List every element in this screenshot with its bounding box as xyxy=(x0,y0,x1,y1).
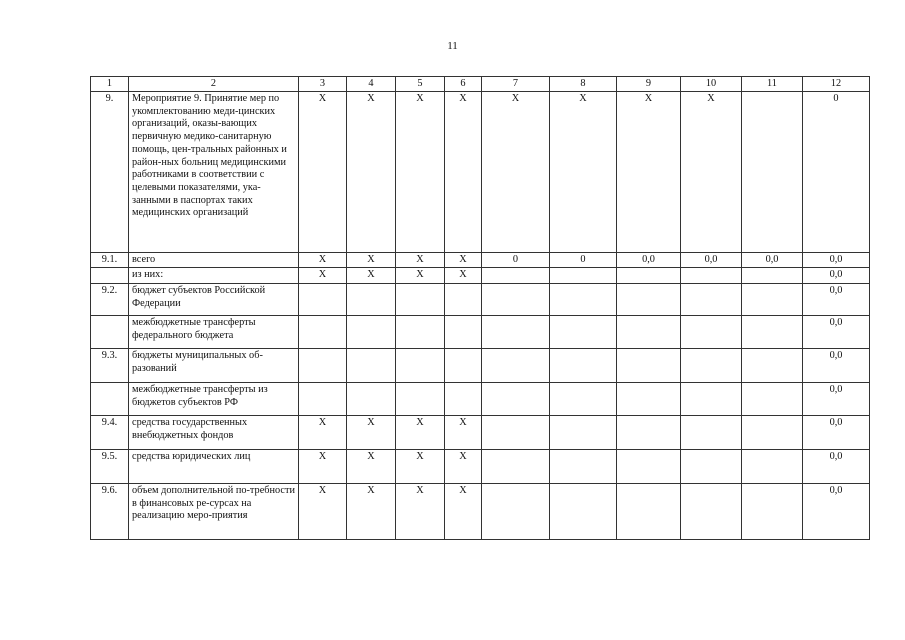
value-cell xyxy=(742,484,803,540)
value-cell: X xyxy=(347,416,396,450)
header-cell: 7 xyxy=(482,77,550,92)
value-cell xyxy=(482,484,550,540)
value-cell xyxy=(347,383,396,416)
row-name: из них: xyxy=(129,268,299,284)
value-cell xyxy=(482,349,550,383)
value-cell: X xyxy=(396,92,445,253)
value-cell xyxy=(742,284,803,316)
value-cell xyxy=(617,284,681,316)
value-cell xyxy=(550,284,617,316)
row-number: 9. xyxy=(91,92,129,253)
value-cell: X xyxy=(396,253,445,268)
value-cell xyxy=(617,484,681,540)
value-cell xyxy=(445,316,482,349)
value-cell: 0,0 xyxy=(803,383,870,416)
header-cell: 2 xyxy=(129,77,299,92)
table-row xyxy=(91,316,870,349)
value-cell xyxy=(550,484,617,540)
value-cell: X xyxy=(299,450,347,484)
value-cell xyxy=(482,284,550,316)
row-number: 9.3. xyxy=(91,349,129,383)
value-cell: X xyxy=(445,484,482,540)
header-cell: 4 xyxy=(347,77,396,92)
header-cell: 8 xyxy=(550,77,617,92)
value-cell xyxy=(617,349,681,383)
value-cell xyxy=(681,450,742,484)
value-cell xyxy=(396,349,445,383)
header-cell: 3 xyxy=(299,77,347,92)
value-cell xyxy=(482,268,550,284)
header-row xyxy=(91,77,870,92)
header-cell: 1 xyxy=(91,77,129,92)
value-cell: 0 xyxy=(482,253,550,268)
value-cell: X xyxy=(347,253,396,268)
value-cell: X xyxy=(445,268,482,284)
value-cell: 0,0 xyxy=(803,284,870,316)
value-cell xyxy=(742,450,803,484)
value-cell xyxy=(347,284,396,316)
value-cell xyxy=(681,268,742,284)
row-name: межбюджетные трансферты федерального бюджета xyxy=(129,316,299,349)
value-cell: X xyxy=(396,484,445,540)
value-cell: 0,0 xyxy=(617,253,681,268)
table-row xyxy=(91,450,870,484)
value-cell: X xyxy=(299,253,347,268)
value-cell: X xyxy=(482,92,550,253)
value-cell xyxy=(299,383,347,416)
row-name: Мероприятие 9. Принятие мер по укомплектованию меди-цинских организаций, оказы-вающих первичную медико-санитарную помощь, цен-тральных районных и район-ных больниц медицинскими работниками в соответствии с целевыми показателями, ука-занными в паспортах таких медицинских организаций xyxy=(129,92,299,253)
row-name: средства государственных внебюджетных фондов xyxy=(129,416,299,450)
value-cell xyxy=(550,416,617,450)
row-number xyxy=(91,268,129,284)
row-name: бюджеты муниципальных об-разований xyxy=(129,349,299,383)
value-cell xyxy=(299,349,347,383)
row-name: объем дополнительной по-требности в финансовых ре-сурсах на реализацию меро-приятия xyxy=(129,484,299,540)
value-cell: X xyxy=(396,268,445,284)
value-cell xyxy=(742,268,803,284)
value-cell: 0,0 xyxy=(803,316,870,349)
value-cell xyxy=(445,349,482,383)
value-cell xyxy=(742,349,803,383)
table-row xyxy=(91,253,870,268)
value-cell: 0,0 xyxy=(742,253,803,268)
table-row xyxy=(91,284,870,316)
value-cell xyxy=(681,416,742,450)
value-cell: X xyxy=(299,416,347,450)
value-cell xyxy=(550,450,617,484)
value-cell: 0 xyxy=(550,253,617,268)
value-cell xyxy=(482,383,550,416)
value-cell xyxy=(681,316,742,349)
value-cell xyxy=(550,316,617,349)
value-cell: X xyxy=(299,484,347,540)
value-cell xyxy=(550,268,617,284)
row-number: 9.4. xyxy=(91,416,129,450)
value-cell xyxy=(347,349,396,383)
value-cell: 0,0 xyxy=(803,349,870,383)
value-cell xyxy=(617,268,681,284)
value-cell: X xyxy=(347,268,396,284)
header-cell: 5 xyxy=(396,77,445,92)
value-cell: X xyxy=(681,92,742,253)
value-cell xyxy=(681,383,742,416)
value-cell xyxy=(742,383,803,416)
value-cell: 0,0 xyxy=(803,484,870,540)
value-cell: X xyxy=(617,92,681,253)
value-cell: X xyxy=(347,92,396,253)
row-number: 9.1. xyxy=(91,253,129,268)
value-cell xyxy=(482,450,550,484)
value-cell xyxy=(347,316,396,349)
value-cell xyxy=(681,349,742,383)
row-number: 9.6. xyxy=(91,484,129,540)
value-cell xyxy=(681,484,742,540)
header-cell: 9 xyxy=(617,77,681,92)
row-number xyxy=(91,383,129,416)
row-name: межбюджетные трансферты из бюджетов субъектов РФ xyxy=(129,383,299,416)
row-name: всего xyxy=(129,253,299,268)
value-cell xyxy=(617,316,681,349)
value-cell xyxy=(482,416,550,450)
value-cell xyxy=(550,383,617,416)
row-number xyxy=(91,316,129,349)
value-cell: X xyxy=(347,450,396,484)
value-cell: X xyxy=(445,253,482,268)
table-row xyxy=(91,416,870,450)
value-cell xyxy=(445,284,482,316)
value-cell xyxy=(396,383,445,416)
value-cell xyxy=(681,284,742,316)
financing-table xyxy=(90,76,870,540)
value-cell: X xyxy=(396,450,445,484)
value-cell: X xyxy=(396,416,445,450)
value-cell xyxy=(299,316,347,349)
header-cell: 12 xyxy=(803,77,870,92)
row-name: средства юридических лиц xyxy=(129,450,299,484)
table-row xyxy=(91,268,870,284)
value-cell xyxy=(617,383,681,416)
value-cell xyxy=(445,383,482,416)
row-number: 9.2. xyxy=(91,284,129,316)
table-row xyxy=(91,383,870,416)
header-cell: 10 xyxy=(681,77,742,92)
row-number: 9.5. xyxy=(91,450,129,484)
value-cell xyxy=(742,416,803,450)
value-cell xyxy=(742,92,803,253)
value-cell xyxy=(299,284,347,316)
value-cell: 0,0 xyxy=(803,450,870,484)
value-cell: X xyxy=(347,484,396,540)
header-cell: 6 xyxy=(445,77,482,92)
value-cell xyxy=(396,284,445,316)
value-cell xyxy=(482,316,550,349)
value-cell xyxy=(742,316,803,349)
value-cell: X xyxy=(550,92,617,253)
value-cell: X xyxy=(445,416,482,450)
table-row xyxy=(91,349,870,383)
value-cell: X xyxy=(299,268,347,284)
value-cell xyxy=(396,316,445,349)
value-cell: 0,0 xyxy=(803,253,870,268)
value-cell xyxy=(550,349,617,383)
row-name: бюджет субъектов Российской Федерации xyxy=(129,284,299,316)
value-cell: 0,0 xyxy=(803,268,870,284)
table-row xyxy=(91,92,870,253)
table-row xyxy=(91,484,870,540)
value-cell: 0 xyxy=(803,92,870,253)
page-number: 11 xyxy=(447,40,458,52)
value-cell: 0,0 xyxy=(681,253,742,268)
value-cell: X xyxy=(299,92,347,253)
value-cell: X xyxy=(445,450,482,484)
header-cell: 11 xyxy=(742,77,803,92)
value-cell: X xyxy=(445,92,482,253)
value-cell xyxy=(617,450,681,484)
value-cell: 0,0 xyxy=(803,416,870,450)
value-cell xyxy=(617,416,681,450)
